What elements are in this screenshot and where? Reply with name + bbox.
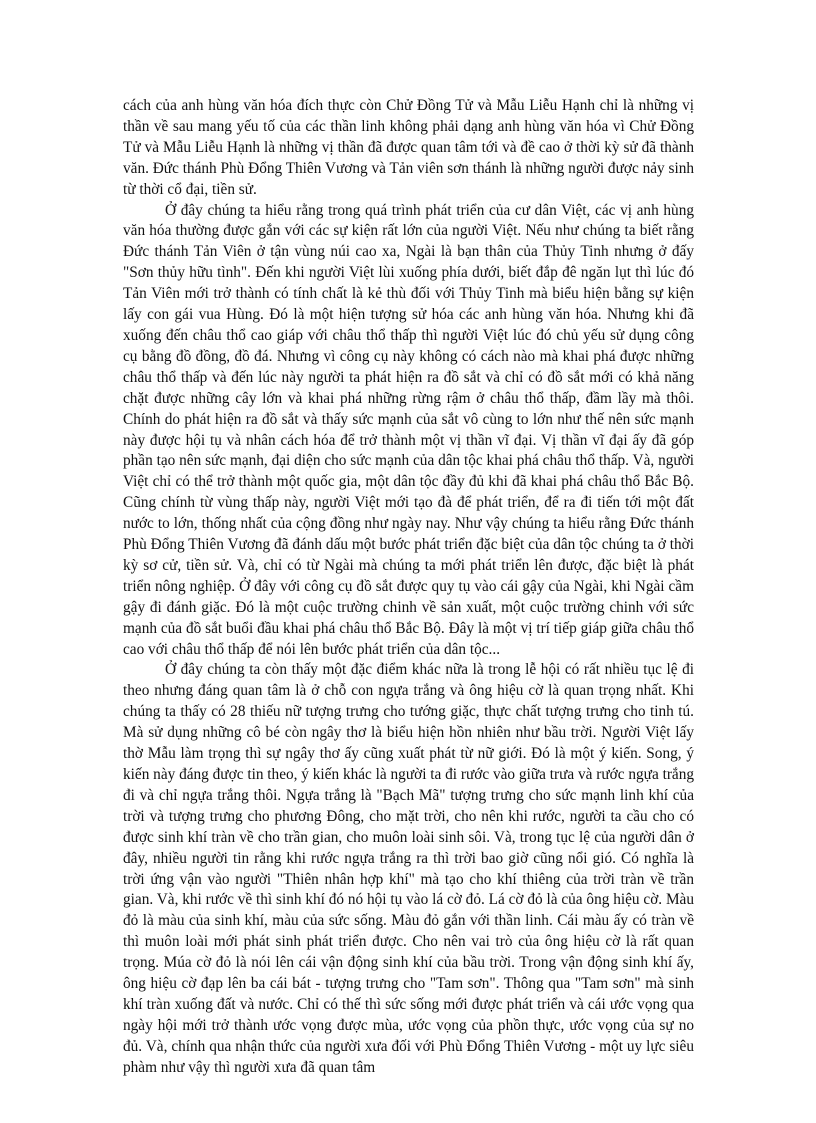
paragraph: Ở đây chúng ta còn thấy một đặc điểm khác nữa là trong lễ hội có rất nhiều tục lệ đi theo nhưng đáng quan tâm là ở chỗ con ngựa trắng và ông hiệu cờ là quan trọng nhất. Khi chúng ta thấy có 28 thiếu nữ tượng trưng cho tướng giặc, thực chất tượng trưng cho tinh tú. Mà sử dụng những cô bé còn ngây thơ là biểu hiện hồn nhiên như bầu trời. Người Việt lấy thờ Mẫu làm trọng thì sự ngây thơ ấy cũng xuất phát từ nữ giới. Đó là một ý kiến. Song, ý kiến này đáng được tin theo, ý kiến khác là người ta đi rước vào giữa trưa và rước ngựa trắng đi và chỉ ngựa trắng thôi. Ngựa trắng là "Bạch Mã" tượng trưng cho sức mạnh linh khí của trời và tượng trưng cho phương Đông, cho mặt trời, cho nên khi rước, người ta cầu cho có được sinh khí tràn về cho trần gian, cho muôn loài sinh sôi. Và, trong tục lệ của người dân ở đây, nhiều người tin rằng khi rước ngựa trắng ra thì trời bao giờ cũng nổi gió. Có nghĩa là trời ứng vận vào người "Thiên nhân hợp khí" mà tạo cho khí thiêng của trời tràn về trần gian. Và, khi rước về thì sinh khí đó nó hội tụ vào lá cờ đỏ. Lá cờ đỏ là của ông hiệu cờ. Màu đỏ là màu của sinh khí, màu của sức sống. Màu đỏ gắn với thần linh. Cái màu ấy có tràn về thì muôn loài mới phát sinh phát triển được. Cho nên vai trò của ông hiệu cờ là rất quan trọng. Múa cờ đỏ là nói lên cái vận động sinh khí của bầu trời. Trong vận động sinh khí ấy, ông hiệu cờ đạp lên ba cái bát - tượng trưng cho "Tam sơn". Thông qua "Tam sơn" mà sinh khí tràn xuống đất và nước. Chỉ có thế thì sức sống mới được phát triển và cái ước vọng qua ngày hội mới trở thành ước vọng được mùa, ước vọng của phồn thực, ước vọng của sự no đủ. Và, chính qua nhận thức của người xưa đối với Phù Đổng Thiên Vương - một uy lực siêu phàm như vậy thì người xưa đã quan tâm	[123, 661, 694, 1076]
paragraph: Ở đây chúng ta hiểu rằng trong quá trình phát triển của cư dân Việt, các vị anh hùng văn hóa thường được gắn với các sự kiện rất lớn của người Việt. Nếu như chúng ta biết rằng Đức thánh Tản Viên ở tận vùng núi cao xa, Ngài là bạn thân của Thủy Tinh nhưng ở đấy "Sơn thủy hữu tình". Đến khi người Việt lùi xuống phía dưới, biết đắp đê ngăn lụt thì lúc đó Tản Viên mới trở thành có tính chất là kẻ thù đối với Thủy Tinh mà biểu hiện bằng sự kiện lấy con gái vua Hùng. Đó là một hiện tượng sử hóa các anh hùng văn hóa. Nhưng khi đã xuống đến châu thổ cao giáp với châu thổ thấp thì người Việt lúc đó chủ yếu sử dụng công cụ bằng đồ đồng, đồ đá. Nhưng vì công cụ này không có cách nào mà khai phá được những châu thổ thấp và đến lúc này người ta phát hiện ra đồ sắt và chỉ có đồ sắt mới có khả năng chặt được những cây lớn và khai phá những rừng rậm ở châu thổ thấp, đầm lầy mà thôi. Chính do phát hiện ra đồ sắt và thấy sức mạnh của sắt vô cùng to lớn như thế nên sức mạnh này được hội tụ và nhân cách hóa để trở thành một vị thần vĩ đại. Vị thần vĩ đại ấy đã góp phần tạo nên sức mạnh, đại diện cho sức mạnh của dân tộc khai phá châu thổ thấp. Và, người Việt chỉ có thể trở thành một quốc gia, một dân tộc đầy đủ khi đã khai phá châu thổ Bắc Bộ. Cũng chính từ vùng thấp này, người Việt mới tạo đà để phát triển, để ra đi tiến tới một đất nước to lớn, thống nhất của cộng đồng như ngày nay. Như vậy chúng ta hiểu rằng Đức thánh Phù Đổng Thiên Vương đã đánh dấu một bước phát triển đặc biệt của dân tộc chúng ta ở thời kỳ sơ cử, tiền sử. Và, chỉ có từ Ngài mà chúng ta mới phát triển lên được, đặc biệt là phát triển nông nghiệp. Ở đây với công cụ đồ sắt được quy tụ vào cái gậy của Ngài, khi Ngài cầm gậy đi đánh giặc. Đó là một cuộc trường chinh về sản xuất, một cuộc trường chinh với sức mạnh của đồ sắt buổi đầu khai phá châu thổ Bắc Bộ. Đây là một vị trí tiếp giáp giữa châu thổ cao với châu thổ thấp để nói lên bước phát triển của dân tộc...	[123, 201, 694, 658]
body-text	[123, 96, 694, 1079]
paragraph-continued: cách của anh hùng văn hóa đích thực còn Chử Đồng Tử và Mẫu Liễu Hạnh chỉ là những vị thần về sau mang yếu tố của các thần linh không phải dạng anh hùng văn hóa vì Chử Đồng Tử và Mẫu Liễu Hạnh là những vị thần đã được quan tâm tới và đề cao ở thời kỳ sử đã thành văn. Đức thánh Phù Đổng Thiên Vương và Tản viên sơn thánh là những người được nảy sinh từ thời cổ đại, tiền sử.	[123, 97, 694, 198]
